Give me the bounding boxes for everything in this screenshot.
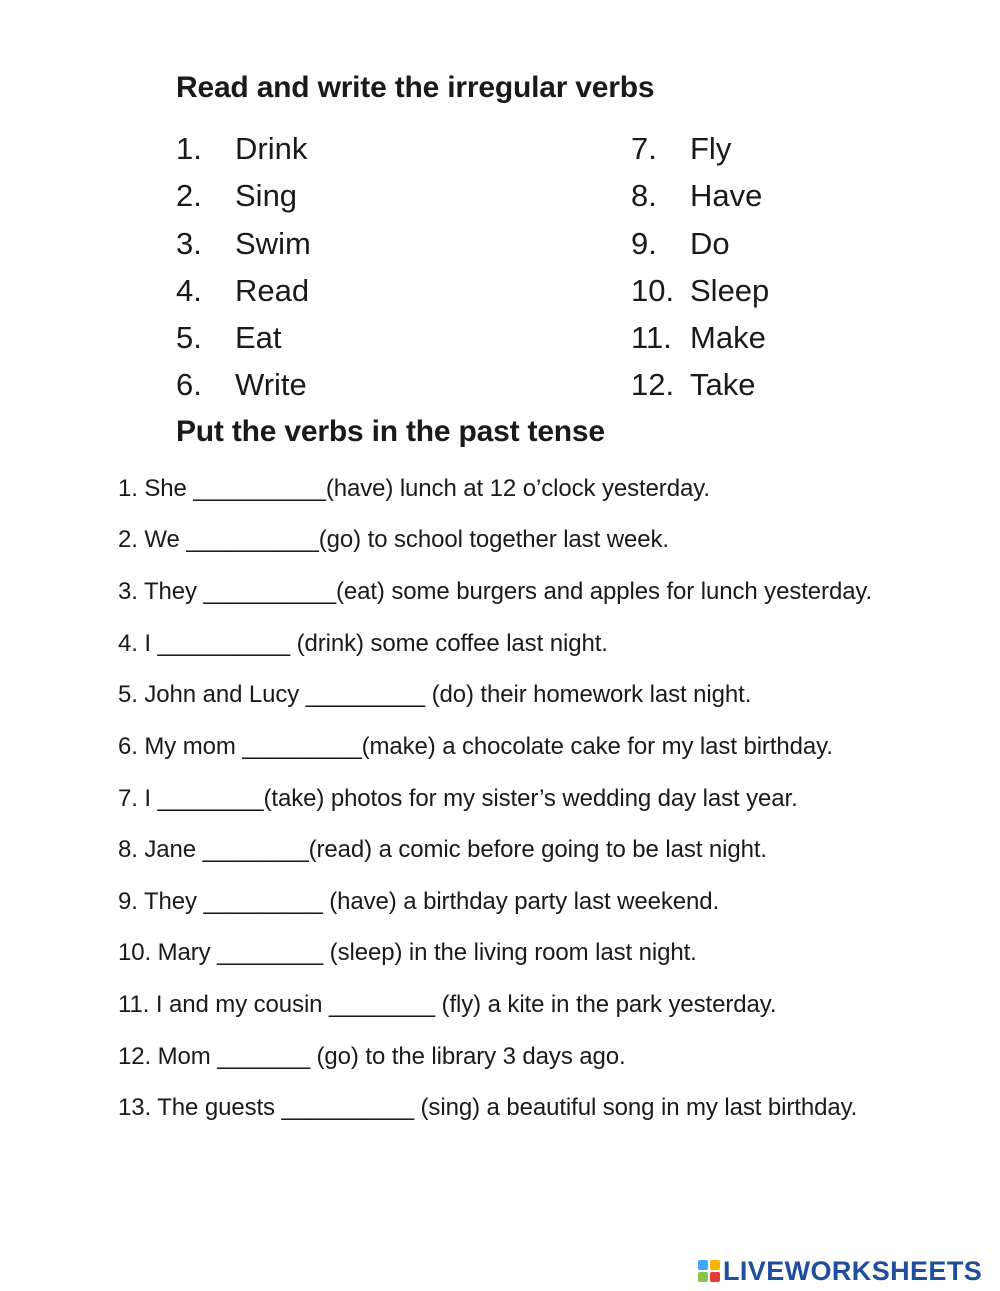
verb-number: 11. — [631, 320, 672, 355]
verb-word: Do — [690, 226, 730, 261]
exercise-sentence: 4. I __________ (drink) some coffee last night. — [118, 630, 608, 657]
verb-word: Fly — [690, 131, 732, 166]
section-title-past-tense: Put the verbs in the past tense — [176, 415, 605, 448]
exercise-sentence: 13. The guests __________ (sing) a beautiful song in my last birthday. — [118, 1094, 858, 1121]
verb-word: Write — [235, 367, 307, 402]
verb-word: Sing — [235, 178, 298, 213]
verb-number: 10. — [631, 273, 675, 308]
verb-number: 1. — [176, 131, 202, 166]
verb-number: 5. — [176, 320, 202, 355]
verb-word: Read — [235, 273, 310, 308]
exercise-sentence: 11. I and my cousin ________ (fly) a kite in the park yesterday. — [118, 991, 777, 1018]
verb-number: 3. — [176, 226, 202, 261]
liveworksheets-logo — [698, 1256, 982, 1286]
exercise-sentence: 2. We __________(go) to school together last week. — [118, 526, 669, 553]
verb-number: 8. — [631, 178, 657, 213]
exercise-sentence: 10. Mary ________ (sleep) in the living room last night. — [118, 939, 697, 966]
exercise-sentence: 12. Mom _______ (go) to the library 3 days ago. — [118, 1043, 626, 1070]
verb-word: Make — [690, 320, 766, 355]
verb-word: Drink — [235, 131, 308, 166]
verb-word: Eat — [235, 320, 282, 355]
exercise-sentence: 8. Jane ________(read) a comic before going to be last night. — [118, 836, 768, 863]
verb-number: 9. — [631, 226, 657, 261]
verb-number: 12. — [631, 367, 675, 402]
verb-word: Sleep — [690, 273, 770, 308]
logo-square — [698, 1272, 708, 1282]
exercise-sentence: 9. They _________ (have) a birthday party last weekend. — [118, 888, 720, 915]
verb-number: 6. — [176, 367, 202, 402]
verb-word: Take — [690, 367, 756, 402]
logo-mark-icon — [698, 1260, 720, 1282]
logo-text: LIVEWORKSHEETS — [723, 1255, 983, 1286]
exercise-sentence: 6. My mom _________(make) a chocolate cake for my last birthday. — [118, 733, 833, 760]
section-title-irregular-verbs: Read and write the irregular verbs — [176, 71, 655, 104]
exercise-sentence: 3. They __________(eat) some burgers and apples for lunch yesterday. — [118, 578, 873, 605]
verb-number: 7. — [631, 131, 657, 166]
verb-word: Swim — [235, 226, 311, 261]
logo-square — [710, 1260, 720, 1270]
logo-square — [698, 1260, 708, 1270]
verb-number: 2. — [176, 178, 202, 213]
verb-number: 4. — [176, 273, 202, 308]
exercise-sentence: 5. John and Lucy _________ (do) their homework last night. — [118, 681, 752, 708]
exercise-sentence: 1. She __________(have) lunch at 12 o’clock yesterday. — [118, 475, 710, 502]
logo-square — [710, 1272, 720, 1282]
verb-word: Have — [690, 178, 763, 213]
exercise-sentence: 7. I ________(take) photos for my sister’s wedding day last year. — [118, 785, 798, 812]
